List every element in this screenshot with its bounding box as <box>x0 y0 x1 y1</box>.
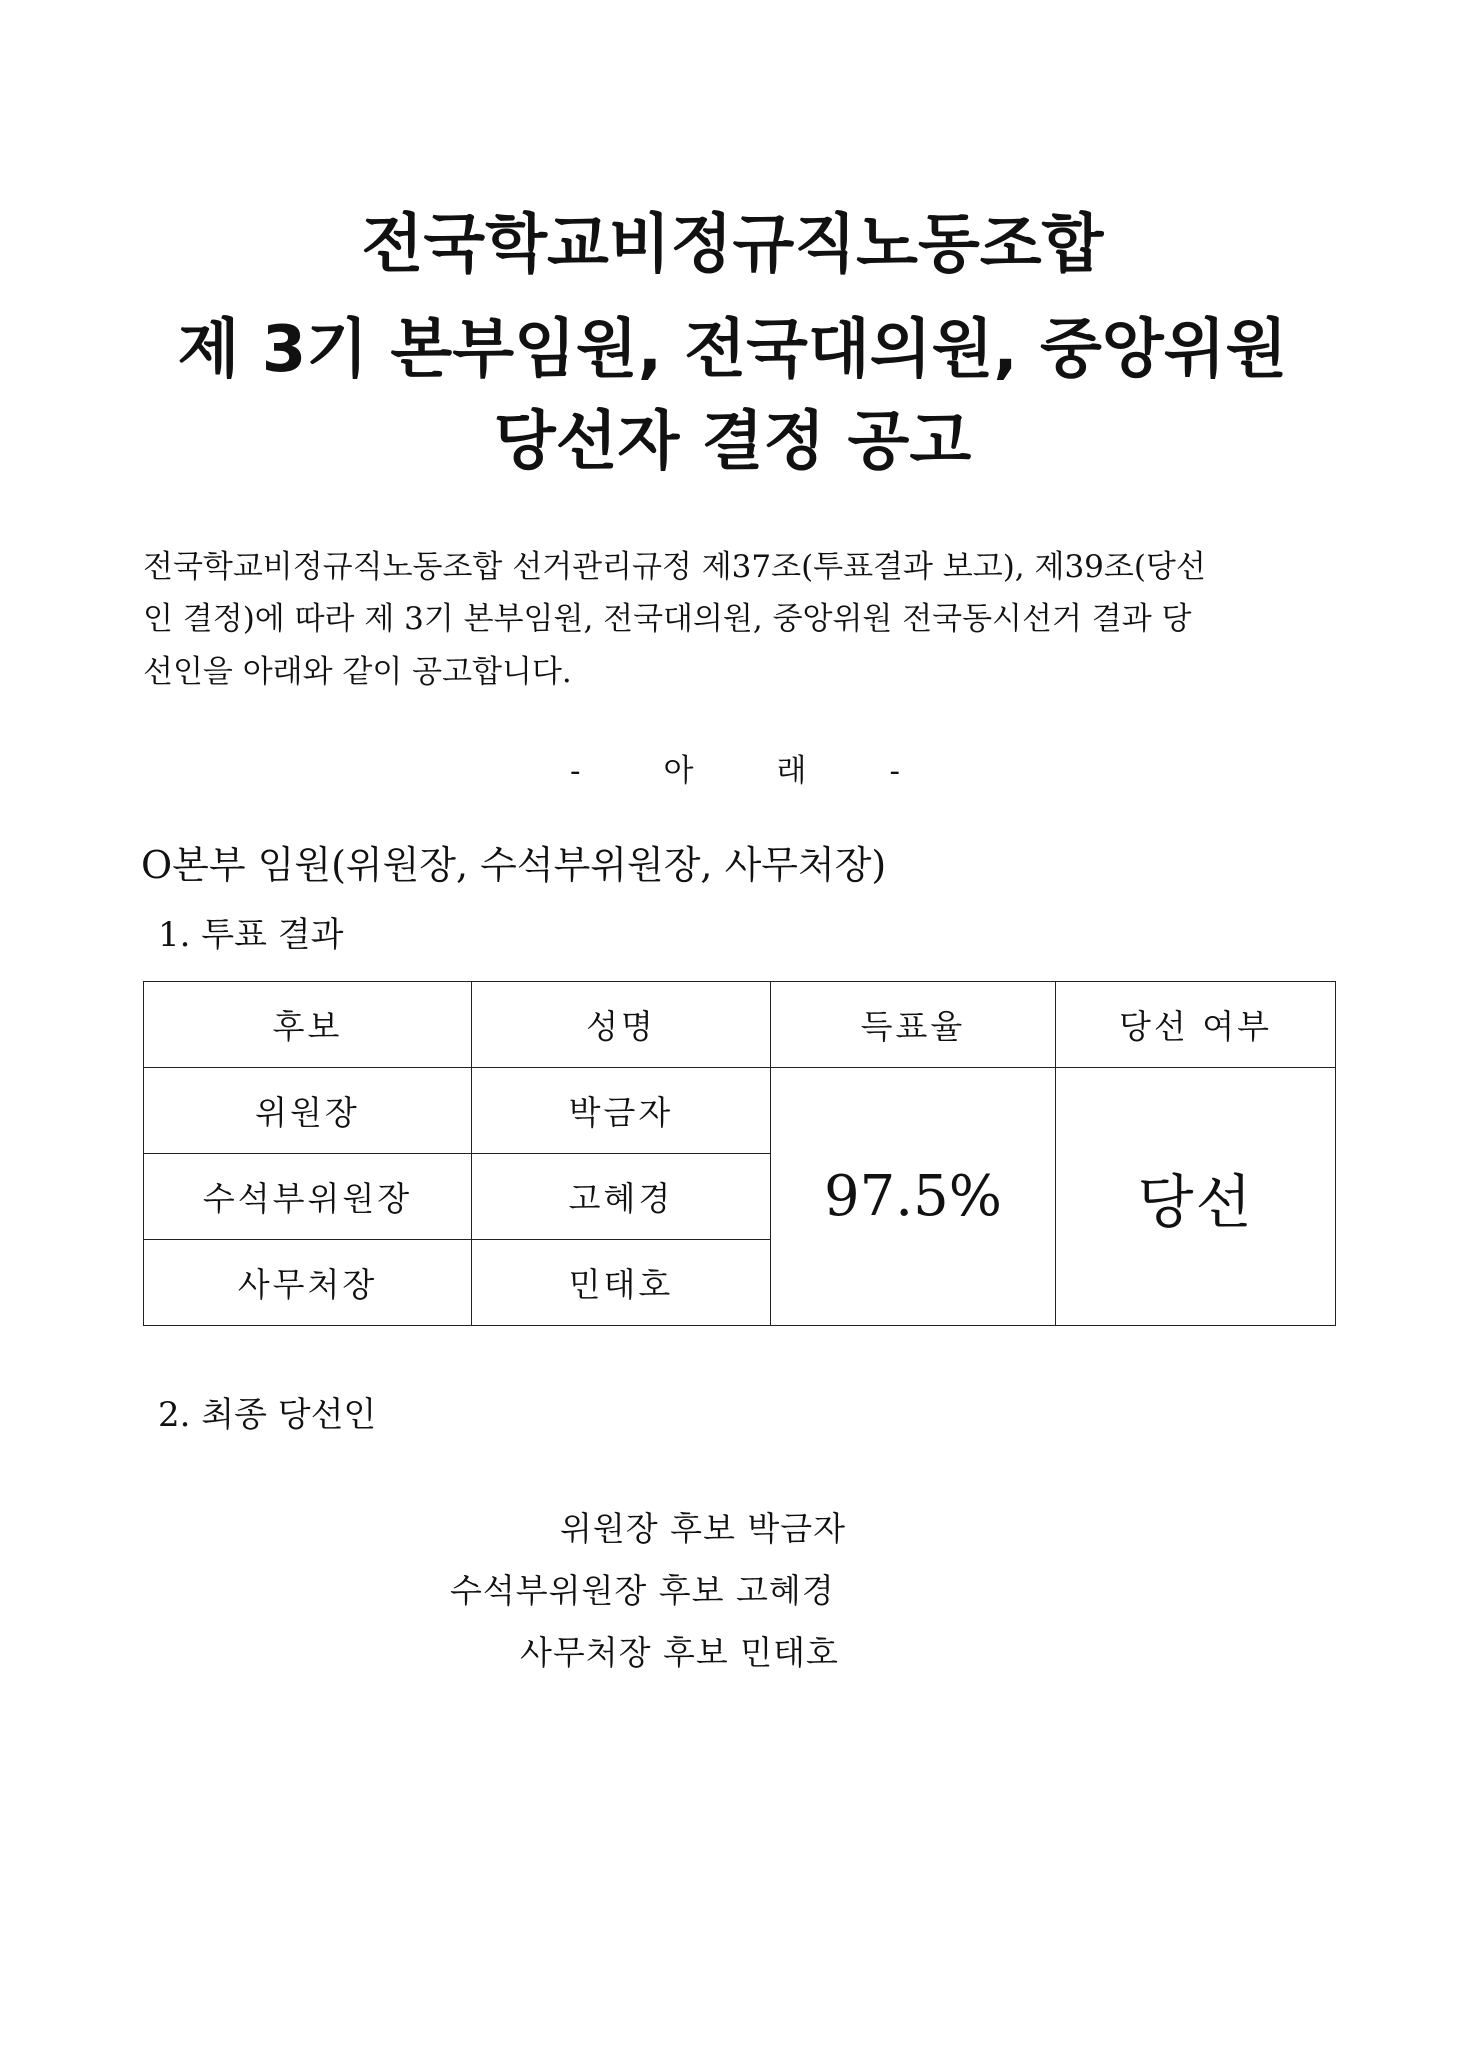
intro-line-1: 전국학교비정규직노동조합 선거관리규정 제37조(투표결과 보고), 제39조(당선 <box>143 549 1206 585</box>
intro-line-2: 인 결정)에 따라 제 3기 본부임원, 전국대의원, 중앙위원 전국동시선거 결과 당 <box>143 601 1192 637</box>
final-winner-line: 사무처장 후보 민태호 <box>520 1633 839 1672</box>
header-candidate: 후보 <box>144 982 472 1068</box>
row-name: 박금자 <box>472 1068 771 1154</box>
table-header-row <box>144 982 1336 1068</box>
row-name: 민태호 <box>472 1240 771 1326</box>
below-marker-dash-left: - <box>570 753 581 789</box>
sub-heading-vote-results: 1. 투표 결과 <box>158 915 344 955</box>
vote-rate-cell: 97.5% <box>771 1068 1056 1326</box>
sub-heading-final-winners: 2. 최종 당선인 <box>158 1395 377 1435</box>
title-line-1: 전국학교비정규직노동조합 <box>361 208 1104 282</box>
section-heading: O본부 임원(위원장, 수석부위원장, 사무처장) <box>141 843 887 887</box>
vote-results-table <box>143 981 1336 1326</box>
title-line-3: 당선자 결정 공고 <box>493 405 972 479</box>
below-marker <box>570 753 900 789</box>
below-marker-dash-right: - <box>889 753 900 789</box>
row-position: 수석부위원장 <box>144 1154 472 1240</box>
elected-result-cell: 당선 <box>1056 1068 1336 1326</box>
final-winner-line: 위원장 후보 박금자 <box>560 1509 847 1548</box>
final-winner-line: 수석부위원장 후보 고혜경 <box>450 1571 835 1610</box>
below-marker-char-1: 아 <box>663 753 694 789</box>
table-row <box>144 1068 1336 1154</box>
below-marker-char-2: 래 <box>776 753 807 789</box>
row-name: 고혜경 <box>472 1154 771 1240</box>
title-line-2: 제 3기 본부임원, 전국대의원, 중앙위원 <box>177 313 1288 387</box>
row-position: 사무처장 <box>144 1240 472 1326</box>
header-vote-rate: 득표율 <box>771 982 1056 1068</box>
intro-line-3: 선인을 아래와 같이 공고합니다. <box>143 654 572 690</box>
row-position: 위원장 <box>144 1068 472 1154</box>
header-name: 성명 <box>472 982 771 1068</box>
header-elected: 당선 여부 <box>1056 982 1336 1068</box>
